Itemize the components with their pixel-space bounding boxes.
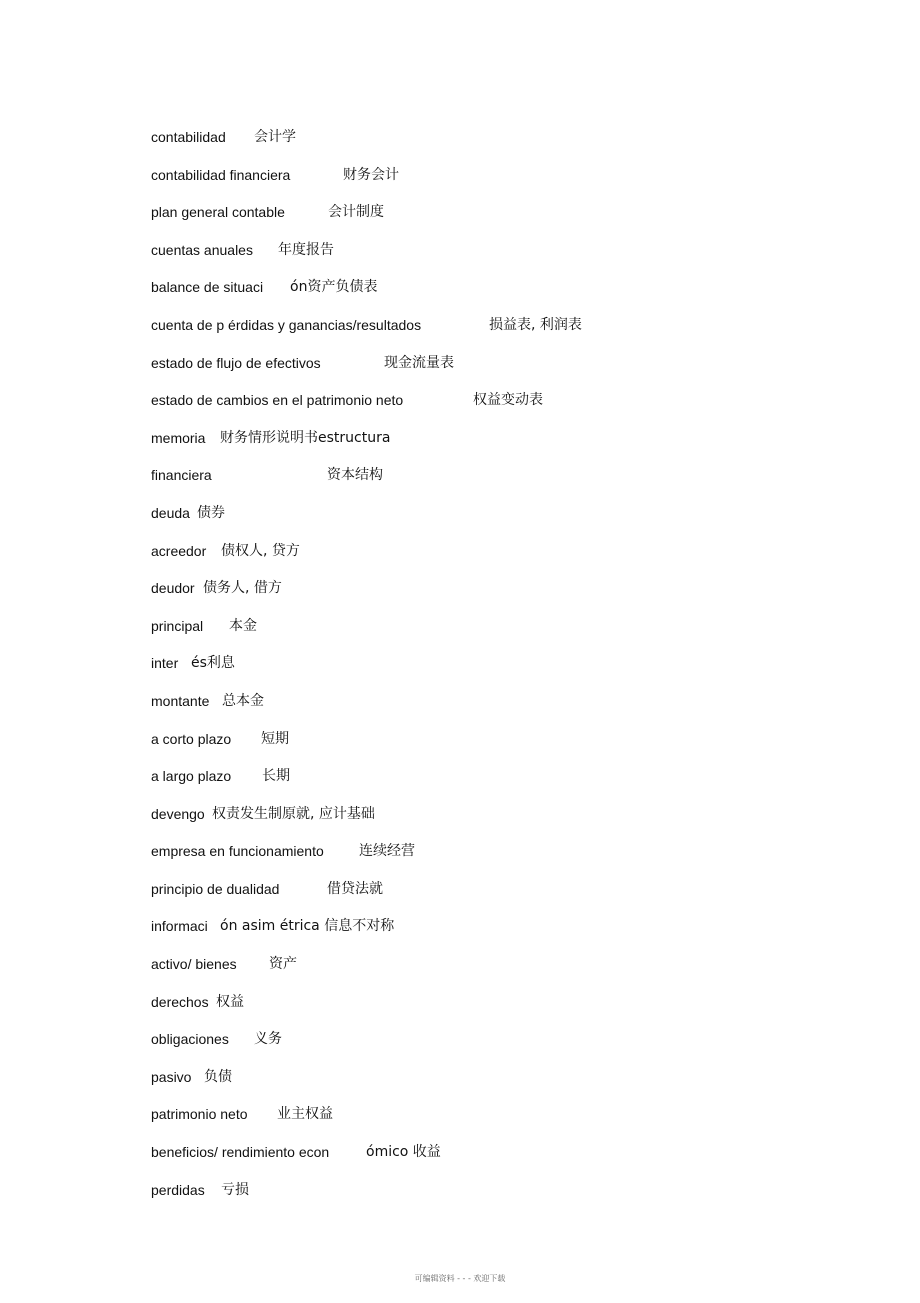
- chinese-term: 负债: [204, 1068, 232, 1085]
- chinese-term: 财务会计: [343, 166, 399, 183]
- glossary-entry: [151, 1067, 851, 1105]
- chinese-term: 会计制度: [328, 204, 384, 221]
- glossary-entry: [151, 1104, 851, 1142]
- glossary-entry: [151, 992, 851, 1030]
- spanish-term: deudor: [151, 580, 195, 597]
- chinese-term: 债券: [197, 504, 225, 521]
- glossary-entry: [151, 804, 851, 842]
- spanish-term: balance de situaci: [151, 279, 264, 296]
- spanish-term: pasivo: [151, 1068, 192, 1085]
- glossary-entry: [151, 428, 851, 466]
- chinese-term: 长期: [262, 768, 290, 785]
- glossary-list: [151, 127, 851, 1217]
- chinese-term: ómico 收益: [366, 1144, 441, 1161]
- glossary-entry: [151, 954, 851, 992]
- glossary-entry: [151, 390, 851, 428]
- chinese-term: és利息: [191, 655, 235, 672]
- spanish-term: informaci: [151, 918, 208, 935]
- glossary-entry: [151, 503, 851, 541]
- glossary-entry: [151, 879, 851, 917]
- chinese-term: 资产: [269, 956, 297, 973]
- glossary-entry: [151, 541, 851, 579]
- chinese-term: 权益变动表: [473, 392, 543, 409]
- glossary-entry: [151, 277, 851, 315]
- spanish-term: devengo: [151, 805, 205, 822]
- spanish-term: acreedor: [151, 542, 207, 559]
- chinese-term: 亏损: [221, 1181, 249, 1198]
- chinese-term: 权益: [216, 993, 244, 1010]
- spanish-term: contabilidad: [151, 129, 226, 145]
- spanish-term: perdidas: [151, 1181, 205, 1198]
- glossary-entry: [151, 653, 851, 691]
- chinese-term: 损益表, 利润表: [489, 316, 582, 333]
- glossary-entry: [151, 1180, 851, 1218]
- spanish-term: a corto plazo: [151, 730, 232, 747]
- page-footer: 可编辑资料 - - - 欢迎下载: [414, 1274, 506, 1283]
- chinese-term: 连续经营: [359, 843, 415, 860]
- chinese-term: 本金: [229, 617, 257, 634]
- chinese-term: ón asim étrica 信息不对称: [220, 918, 395, 935]
- glossary-entry: [151, 1142, 851, 1180]
- spanish-term: deuda: [151, 504, 190, 521]
- glossary-entry: [151, 766, 851, 804]
- spanish-term: principal: [151, 617, 204, 634]
- spanish-term: montante: [151, 692, 210, 709]
- glossary-entry: [151, 240, 851, 278]
- spanish-term: principio de dualidad: [151, 880, 280, 897]
- glossary-entry: [151, 202, 851, 240]
- spanish-term: activo/ bienes: [151, 956, 237, 973]
- chinese-term: 借贷法就: [327, 880, 383, 897]
- chinese-term: 债务人, 借方: [203, 580, 282, 597]
- glossary-entry: [151, 841, 851, 879]
- spanish-term: memoria: [151, 429, 206, 446]
- spanish-term: derechos: [151, 993, 209, 1010]
- spanish-term: cuentas anuales: [151, 241, 253, 258]
- glossary-entry: [151, 353, 851, 391]
- chinese-term: 资本结构: [327, 467, 383, 484]
- glossary-entry: [151, 691, 851, 729]
- glossary-entry: [151, 165, 851, 203]
- chinese-term: 会计学: [254, 129, 296, 145]
- spanish-term: financiera: [151, 467, 212, 484]
- spanish-term: beneficios/ rendimiento econ: [151, 1144, 330, 1161]
- glossary-entry: [151, 729, 851, 767]
- chinese-term: 权责发生制原就, 应计基础: [212, 805, 375, 822]
- chinese-term: 短期: [261, 730, 289, 747]
- chinese-term: 总本金: [222, 692, 264, 709]
- spanish-term: obligaciones: [151, 1031, 229, 1048]
- spanish-term: inter: [151, 655, 179, 672]
- glossary-entry: [151, 127, 851, 165]
- chinese-term: 业主权益: [277, 1106, 333, 1123]
- glossary-entry: [151, 465, 851, 503]
- chinese-term: 财务情形说明书estructura: [220, 429, 391, 446]
- spanish-term: cuenta de p érdidas y ganancias/resultados: [151, 316, 422, 333]
- glossary-entry: [151, 916, 851, 954]
- chinese-term: 义务: [254, 1031, 282, 1048]
- chinese-term: 债权人, 贷方: [221, 542, 300, 559]
- spanish-term: a largo plazo: [151, 768, 232, 785]
- spanish-term: patrimonio neto: [151, 1106, 248, 1123]
- spanish-term: plan general contable: [151, 204, 285, 221]
- glossary-entry: [151, 1029, 851, 1067]
- glossary-entry: [151, 616, 851, 654]
- chinese-term: 现金流量表: [384, 354, 454, 371]
- chinese-term: ón资产负债表: [290, 279, 378, 296]
- glossary-entry: [151, 578, 851, 616]
- glossary-entry: [151, 315, 851, 353]
- chinese-term: 年度报告: [278, 241, 334, 258]
- spanish-term: estado de flujo de efectivos: [151, 354, 321, 371]
- spanish-term: contabilidad financiera: [151, 166, 291, 183]
- spanish-term: empresa en funcionamiento: [151, 843, 324, 860]
- spanish-term: estado de cambios en el patrimonio neto: [151, 392, 404, 409]
